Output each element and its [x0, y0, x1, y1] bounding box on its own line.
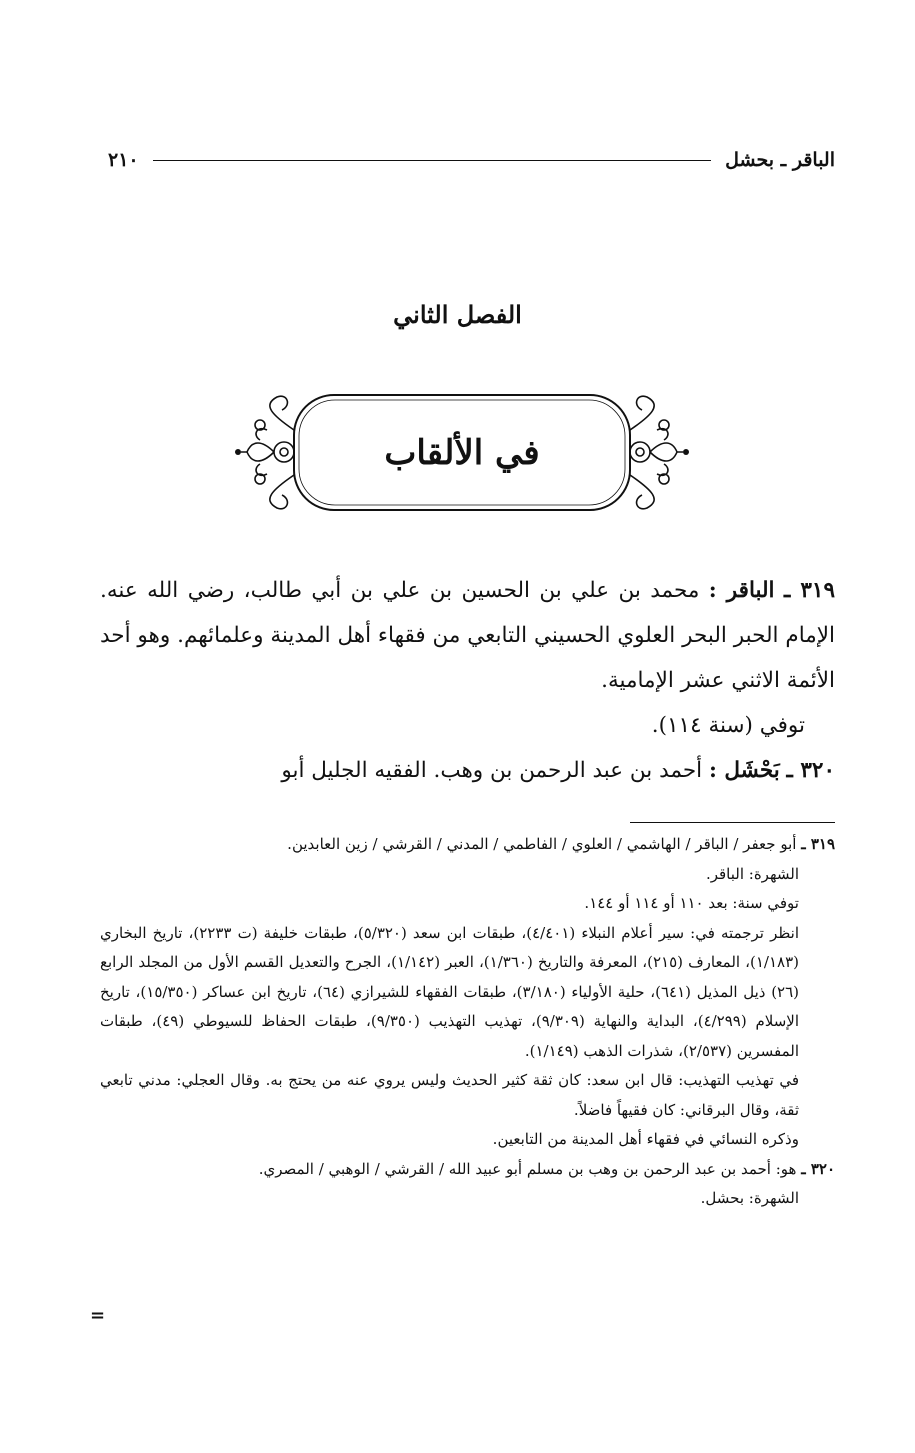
footnote-lead: هو: أحمد بن عبد الرحمن بن وهب بن مسلم أبو عبيد الله / القرشي / الوهبي / المصري.: [258, 1159, 797, 1178]
footnote-319: [100, 830, 835, 1155]
footnote-lead: أبو جعفر / الباقر / الهاشمي / العلوي / الفاطمي / المدني / القرشي / زين العابدين.: [287, 835, 797, 853]
footnote-number: ٣١٩ ـ: [801, 835, 835, 853]
entry-number: ٣١٩ ـ: [783, 578, 835, 603]
running-header: [108, 145, 835, 175]
footnote-line: الشهرة: بحشل.: [700, 1189, 799, 1207]
chapter-title-frame: [232, 385, 692, 520]
entry-number: ٣٢٠ ـ: [786, 758, 835, 783]
entry-headword: الباقر :: [708, 578, 775, 603]
footnote-separator: [630, 822, 835, 823]
main-text: [100, 568, 835, 793]
page-number: ٢١٠: [108, 149, 139, 171]
footnote-line: انظر ترجمته في: سير أعلام النبلاء (٤/٤٠١)، طبقات ابن سعد (٥/٣٢٠)، طبقات خليفة (ت ٢٢٣٣)، تاريخ البخاري (١/١٨٣)، المعارف (٢١٥)، المعرفة والتاريخ (١/٣٦٠)، العبر (١/١٤٢)، الجرح والتعديل القسم الأول من المجلد الرابع (٢٦) ذيل المذيل (٦٤١)، حلية الأولياء (٣/١٨٠)، طبقات الفقهاء للشيرازي (٦٤)، تاريخ ابن عساكر (١٥/٣٥٠)، تاريخ الإسلام (٤/٢٩٩)، البداية والنهاية (٩/٣٠٩)، تهذيب التهذيب (٩/٣٥٠)، طبقات الحفاظ للسيوطي (٤٩)، طبقات المفسرين (٢/٥٣٧)، شذرات الذهب (١/١٤٩).: [100, 923, 800, 1060]
footnote-number: ٣٢٠ ـ: [801, 1159, 835, 1178]
footnote-320: [100, 1155, 835, 1214]
footnote-line: وذكره النسائي في فقهاء أهل المدينة من التابعين.: [492, 1130, 799, 1148]
entry-319: [100, 568, 835, 748]
entry-320: [100, 748, 835, 793]
entry-death: توفي (سنة ١١٤).: [651, 713, 805, 738]
entry-text: أحمد بن عبد الرحمن بن وهب. الفقيه الجليل أبو: [281, 758, 703, 783]
entry-headword: بَحْشَل :: [708, 758, 780, 783]
chapter-title: في الألقاب: [384, 432, 540, 473]
footnote-line: في تهذيب التهذيب: قال ابن سعد: كان ثقة كثير الحديث وليس يروي عنه من يحتج به. وقال العجلي: مدني تابعي ثقة، وقال البرقاني: كان فقيهاً فاضلاً.: [100, 1071, 799, 1119]
footnotes: [100, 830, 835, 1214]
continuation-mark: =: [90, 1305, 106, 1326]
chapter-label: الفصل الثاني: [393, 300, 522, 329]
entry-text: محمد بن علي بن الحسين بن علي بن أبي طالب، رضي الله عنه. الإمام الحبر البحر العلوي الحسيني التابعي من فقهاء أهل المدينة وعلمائهم. وهو أحد الأئمة الاثني عشر الإمامية.: [100, 578, 835, 693]
footnote-line: الشهرة: الباقر.: [705, 864, 799, 883]
running-title: الباقر ـ بحشل: [725, 149, 835, 171]
footnote-line: توفي سنة: بعد ١١٠ أو ١١٤ أو ١٤٤.: [584, 894, 799, 912]
header-rule: [153, 160, 712, 161]
